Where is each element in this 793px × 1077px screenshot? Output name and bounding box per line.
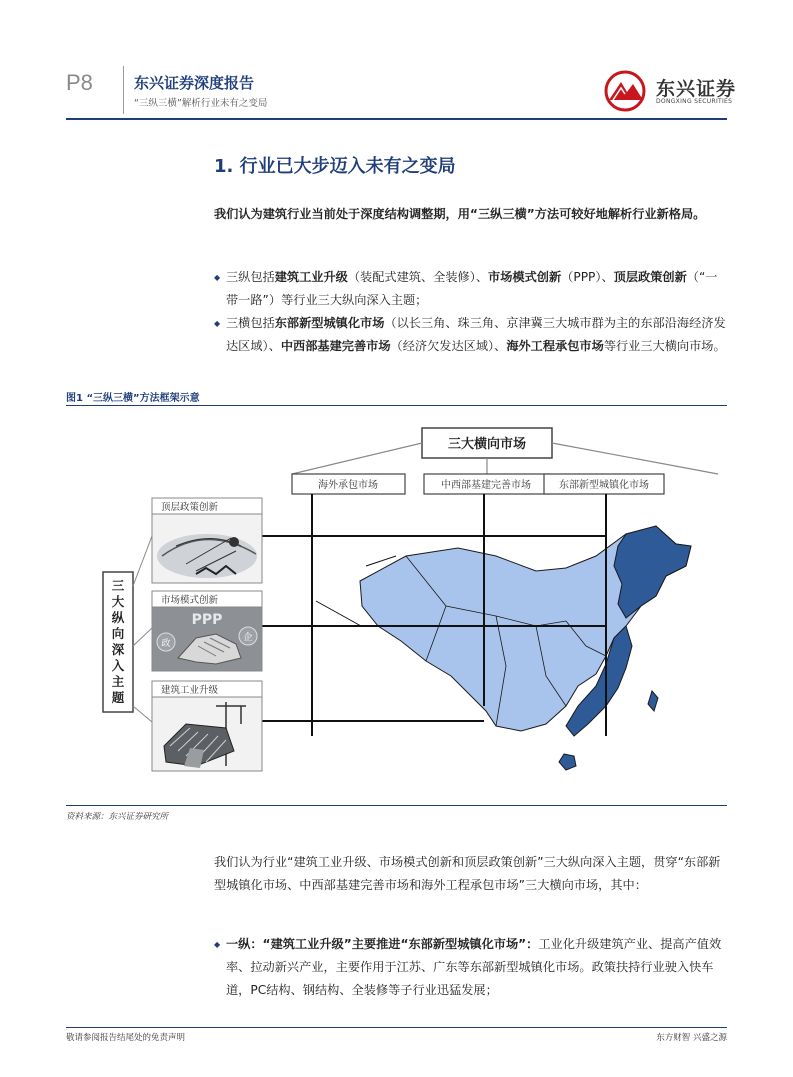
- figure-source: 资料来源：东兴证券研究所: [66, 812, 169, 822]
- text-run: 等行业三大横向市场。: [603, 339, 726, 353]
- figure-bottom-rule: [66, 805, 727, 806]
- footer-slogan: 东方财智 兴盛之源: [656, 1033, 727, 1043]
- bullet-first-vertical: [214, 933, 728, 1002]
- text-run: （PPP）、: [561, 270, 614, 284]
- vchar: 入: [111, 658, 125, 673]
- body-paragraph: 我们认为行业“建筑工业升级、市场模式创新和顶层政策创新”三大纵向深入主题，贯穿“东部新型城镇化市场、中西部基建完善市场和海外工程承包市场”三大横向市场，其中：: [214, 855, 721, 892]
- ent-char: 企: [243, 633, 253, 643]
- vertical-theme-label: [111, 578, 125, 705]
- text-run: （装配式建筑、全装修）、: [347, 270, 489, 284]
- vchar: 题: [111, 690, 125, 705]
- market-label-east: 东部新型城镇化市场: [559, 480, 649, 491]
- ppp-text: PPP: [191, 612, 223, 628]
- gov-char: 政: [161, 639, 171, 649]
- text-run: 工业化升级建筑产业、提高产值效率、拉动新兴产业，主要作用于江苏、广东等东部新型城镇化市场。政策扶持行业驶入快车道，PC结构、钢结构、全装修等子行业迅猛发展；: [226, 937, 722, 997]
- bold-run: 顶层政策创新: [613, 270, 687, 284]
- vchar: 深: [111, 642, 125, 657]
- top-market-label: 三大横向市场: [447, 437, 527, 452]
- footer-rule: [66, 1027, 727, 1028]
- vertical-connectors: [133, 536, 152, 722]
- text-run: 三横包括: [226, 316, 275, 330]
- report-title: 东兴证券深度报告: [134, 74, 255, 92]
- figure-caption: 图1 “三纵三横”方法框架示意: [66, 393, 200, 404]
- bold-run: 市场模式创新: [488, 270, 562, 284]
- bold-run: 中西部基建完善市场: [280, 339, 391, 353]
- bullet-three-vertical: [214, 266, 728, 312]
- vchar: 纵: [111, 610, 125, 625]
- bullet-three-horizontal: [214, 312, 728, 358]
- vchar: 主: [111, 674, 125, 689]
- logo-text-cn: 东兴证券: [656, 78, 737, 100]
- theme-label-industrial: 建筑工业升级: [161, 685, 219, 696]
- bold-run: 东部新型城镇化市场: [274, 316, 385, 330]
- market-label-midwest: 中西部基建完善市场: [441, 480, 531, 491]
- text-run: 三纵包括: [226, 270, 275, 284]
- section-heading: 1. 行业已大步迈入未有之变局: [214, 156, 456, 177]
- text-run: （“一带一路”）等行业三大纵向深入主题；: [226, 270, 718, 307]
- vchar: 大: [111, 594, 125, 609]
- theme-label-ppp: 市场模式创新: [161, 595, 219, 606]
- company-logo-icon: [603, 70, 653, 112]
- footer-disclaimer: 敬请参阅报告结尾处的免责声明: [66, 1033, 186, 1043]
- logo-text-en: DONGXING SECURITIES: [656, 98, 733, 105]
- page-number: P8: [66, 70, 93, 95]
- framework-diagram: [66, 406, 727, 804]
- header-rule: [66, 118, 727, 120]
- bold-run: 建筑工业升级: [274, 270, 348, 284]
- bold-run: 海外工程承包市场: [506, 339, 604, 353]
- report-subtitle: “三纵三横”解析行业未有之变局: [134, 98, 268, 109]
- theme-card-industrial: [152, 681, 262, 771]
- text-run: （经济欠发达区域）、: [390, 339, 507, 353]
- header-divider: [123, 66, 124, 114]
- theme-label-policy: 顶层政策创新: [161, 502, 219, 513]
- theme-card-policy: [152, 498, 262, 583]
- theme-card-ppp: [152, 591, 262, 671]
- china-map: [360, 526, 691, 770]
- text-run: （以长三角、珠三角、京津冀三大城市群为主的东部沿海经济发达区域）、: [226, 316, 726, 353]
- market-label-overseas: 海外承包市场: [318, 480, 378, 491]
- vchar: 向: [111, 626, 125, 641]
- lead-paragraph: 我们认为建筑行业当前处于深度结构调整期，用“三纵三横”方法可较好地解析行业新格局。: [214, 207, 706, 221]
- bold-run: 一纵：“建筑工业升级”主要推进“东部新型城镇化市场”：: [226, 937, 539, 951]
- vchar: 三: [111, 578, 125, 593]
